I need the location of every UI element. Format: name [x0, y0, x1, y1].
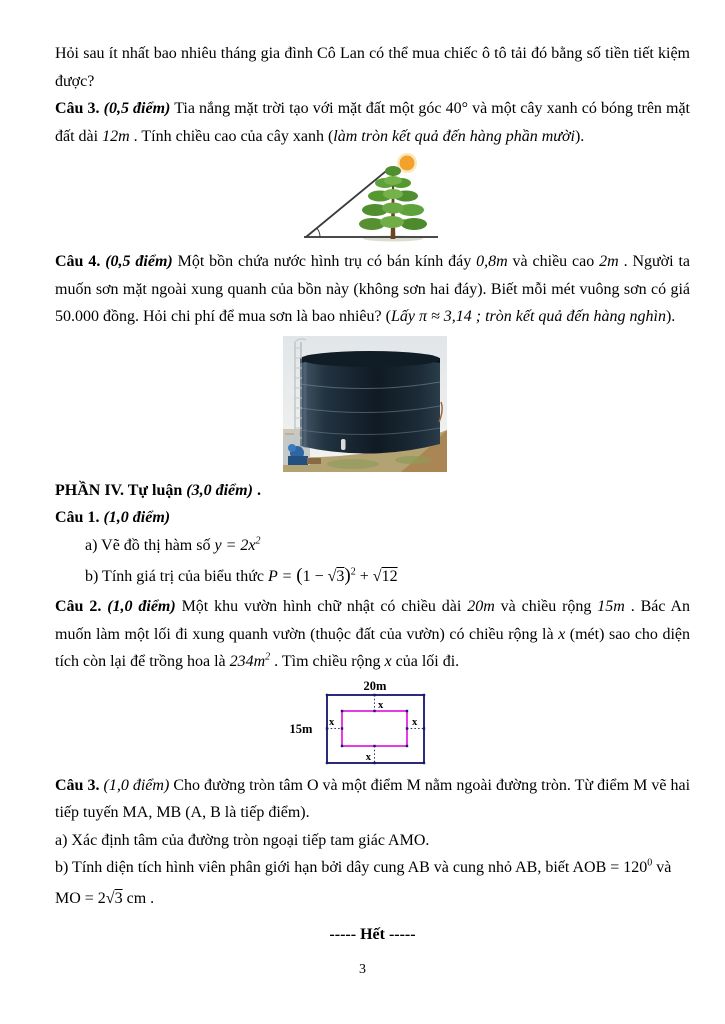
part-4-title: PHẦN IV. Tự luận: [55, 481, 187, 499]
plus-radical: + √: [355, 568, 382, 585]
question-3b-text: Cho đường tròn tâm O và một điểm M nằm ngoài đường tròn. Từ điểm M vẽ hai tiếp tuyến MA, MB (A, B là tiếp điểm).: [55, 776, 691, 821]
x-label-left: x: [329, 716, 335, 728]
question-2-label: Câu 2.: [55, 598, 102, 615]
question-3-points: (0,5 điểm): [99, 100, 171, 117]
end-marker-text: ----- Hết -----: [329, 925, 416, 943]
price-value: 50.000: [55, 308, 99, 325]
shadow-length-value: 12m: [102, 127, 130, 145]
question-4-text: và chiều cao: [507, 253, 600, 270]
x-label-right: x: [412, 716, 418, 728]
function-expression: y = 2x: [214, 536, 256, 554]
tank-body: [300, 358, 440, 454]
question-4-points: (0,5 điểm): [100, 253, 173, 270]
close-paren: ): [344, 565, 351, 586]
radical-expression: 1 − √: [302, 568, 337, 585]
radius-value: 0,8m: [476, 253, 508, 270]
question-3-text: ).: [574, 127, 585, 145]
inner-flower-rect: [342, 711, 407, 746]
intro-text: Hỏi sau ít nhất bao nhiêu tháng gia đình Cô Lan có thể mua chiếc ô tô tải đó bằng số tiền tiết kiệm được?: [55, 45, 690, 90]
exponent: 2: [265, 651, 271, 663]
question-3b-points: (1,0 điểm): [99, 776, 170, 794]
question-3-text: và một cây xanh có bóng trên mặt đất dài: [55, 100, 691, 145]
garden-length-label: 20m: [363, 678, 387, 693]
exponent: 2: [350, 566, 356, 578]
part-4-points: (3,0 điểm): [186, 481, 253, 499]
area-value: 234m: [229, 653, 266, 670]
question-4-paragraph: [55, 248, 690, 331]
x-label-top: x: [378, 699, 384, 711]
pi-note: Lấy: [390, 308, 419, 325]
sun-tree-triangle-figure: [290, 153, 455, 245]
page-number: [0, 962, 725, 978]
question-3b-part-b: [55, 854, 690, 882]
question-3-paragraph: [55, 95, 690, 150]
corner-dots: [326, 693, 425, 763]
exponent: 2: [255, 535, 261, 547]
question-1b-text: b) Tính giá trị của biểu thức: [85, 568, 268, 585]
question-2-text: . Bác An muốn làm một lối đi xung quanh vườn (thuộc đất của vườn) có chiều rộng là: [55, 598, 690, 643]
end-marker: [55, 921, 690, 948]
radicand-12: 12: [381, 568, 398, 585]
garden-diagram: [283, 679, 458, 771]
p-expression: P =: [268, 568, 297, 585]
tree-foliage: [359, 166, 427, 230]
x-variable: x: [384, 653, 392, 670]
question-2-text: của lối đi.: [391, 653, 460, 670]
mo-equation-line: [55, 882, 690, 915]
question-3b-label: Câu 3.: [55, 776, 100, 794]
question-4-text: . Người ta muốn sơn mặt ngoài xung quanh của bồn này (không sơn hai đáy). Biết mỗi mét vuông sơn có giá: [55, 253, 690, 298]
part-a-text: a) Xác định tâm của đường tròn ngoại tiếp tam giác AMO.: [55, 831, 430, 849]
question-3-text: Tia nắng mặt trời tạo với mặt đất một góc: [170, 100, 446, 117]
question-1a-text: a) Vẽ đồ thị hàm số: [85, 536, 215, 554]
garden-diagram-figure: [283, 679, 458, 771]
question-3b-part-a: [55, 827, 690, 855]
question-3-label: Câu 3.: [55, 100, 100, 117]
garden-width-label: 15m: [289, 721, 313, 736]
question-4-text: đồng. Hỏi chi phí để mua sơn là bao nhiêu? (: [99, 308, 391, 325]
question-3-text: . Tính chiều cao của cây xanh (: [129, 127, 334, 145]
question-3b-paragraph: [55, 772, 690, 827]
question-1a-line: [55, 532, 690, 560]
rounding-note: ; tròn kết quả đến hàng nghìn: [471, 308, 666, 325]
x-variable: x: [558, 625, 566, 643]
question-1-label: Câu 1.: [55, 509, 100, 526]
question-2-text: Một khu vườn hình chữ nhật có chiều dài: [175, 598, 468, 615]
water-tank-photo: [283, 336, 447, 472]
question-2-text: (mét) sao cho diện tích còn lại để trồng hoa là: [55, 625, 691, 670]
degree-superscript: 0: [647, 857, 653, 869]
open-paren: (: [296, 565, 303, 586]
question-2-text: và chiều rộng: [494, 598, 598, 615]
angle-value: 40°: [445, 100, 469, 117]
angle-aob-equation: AOB = 120: [572, 859, 648, 876]
question-1b-line: [55, 559, 690, 593]
question-4-text: Một bồn chứa nước hình trụ có bán kính đáy: [172, 253, 477, 270]
mo-equation: MO = 2√: [55, 889, 115, 907]
part-4-heading: [55, 477, 690, 505]
question-4-text: ).: [665, 308, 676, 325]
tank-hatch-marker: [341, 439, 346, 450]
rounding-note: làm tròn kết quả đến hàng phần mười: [333, 127, 575, 145]
radicand-3: 3: [336, 568, 345, 585]
question-1-heading: [55, 504, 690, 532]
question-2-text: . Tìm chiều rộng: [270, 653, 385, 670]
height-value: 2m: [599, 253, 619, 270]
page-number-value: 3: [359, 962, 366, 977]
radicand-3: 3: [114, 889, 123, 907]
water-tank-photo-figure: [283, 336, 447, 472]
garden-length-value: 20m: [467, 598, 495, 615]
question-2-paragraph: [55, 593, 690, 676]
part-b-text: và: [652, 859, 672, 876]
part-b-text: b) Tính diện tích hình viên phân giới hạn bởi dây cung AB và cung nhỏ AB, biết: [55, 859, 573, 876]
angle-arc: [317, 228, 320, 237]
question-2-points: (1,0 điểm): [101, 598, 176, 615]
x-label-bottom: x: [365, 751, 371, 763]
tree-shadow-illustration: [290, 153, 455, 245]
question-4-label: Câu 4.: [55, 253, 101, 270]
garden-width-value: 15m: [597, 598, 625, 615]
part-4-dot: .: [252, 481, 261, 499]
intro-paragraph: [55, 40, 690, 95]
cm-unit: cm .: [122, 889, 155, 907]
pi-value: π ≈ 3,14: [418, 308, 472, 325]
question-1-points: (1,0 điểm): [99, 509, 171, 526]
